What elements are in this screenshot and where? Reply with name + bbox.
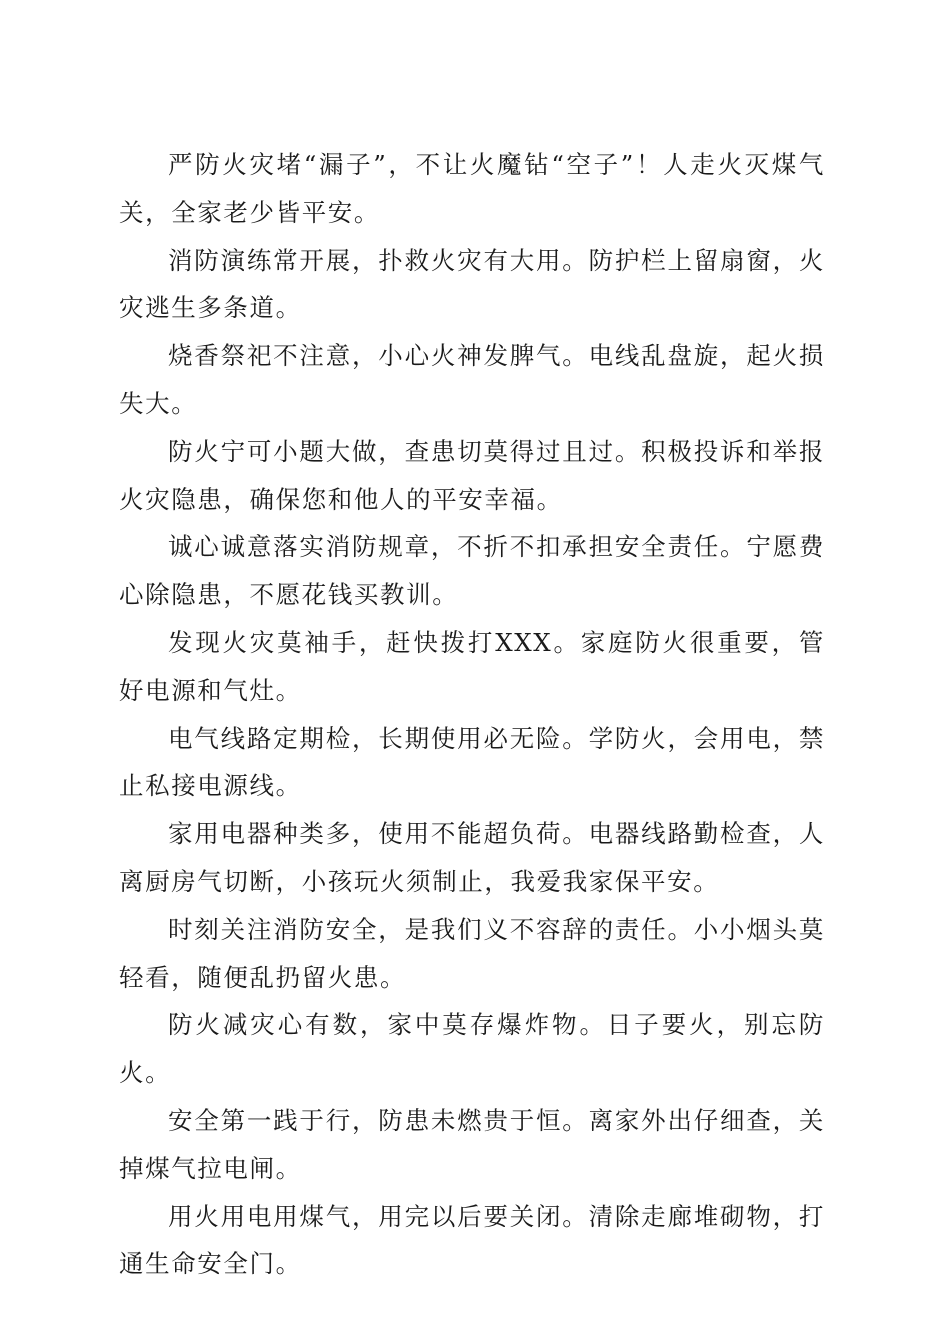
paragraph: 家用电器种类多，使用不能超负荷。电器线路勤检查，人离厨房气切断，小孩玩火须制止，我爱我家保平安。 bbox=[119, 819, 825, 896]
paragraph: 防火减灾心有数，家中莫存爆炸物。日子要火，别忘防火。 bbox=[119, 1010, 825, 1088]
paragraph: 时刻关注消防安全，是我们义不容辞的责任。小小烟头莫轻看，随便乱扔留火患。 bbox=[119, 914, 825, 992]
paragraph: 诚心诚意落实消防规章，不折不扣承担安全责任。宁愿费心除隐患，不愿花钱买教训。 bbox=[119, 532, 825, 610]
paragraph: 防火宁可小题大做，查患切莫得过且过。积极投诉和举报火灾隐患，确保您和他人的平安幸福。 bbox=[119, 436, 825, 514]
paragraph: 烧香祭祀不注意，小心火神发脾气。电线乱盘旋，起火损失大。 bbox=[119, 341, 825, 418]
document-body bbox=[119, 141, 825, 1288]
paragraph: 严防火灾堵“漏子”，不让火魔钻“空子”！人走火灭煤气关，全家老少皆平安。 bbox=[119, 150, 825, 227]
paragraph: 用火用电用煤气，用完以后要关闭。清除走廊堆砌物，打通生命安全门。 bbox=[119, 1201, 825, 1279]
paragraph: 消防演练常开展，扑救火灾有大用。防护栏上留扇窗，火灾逃生多条道。 bbox=[119, 245, 825, 323]
paragraph: 安全第一践于行，防患未燃贵于恒。离家外出仔细查，关掉煤气拉电闸。 bbox=[119, 1105, 825, 1183]
paragraph: 发现火灾莫袖手，赶快拨打XXX。家庭防火很重要，管好电源和气灶。 bbox=[119, 627, 825, 705]
paragraph: 电气线路定期检，长期使用必无险。学防火，会用电，禁止私接电源线。 bbox=[119, 723, 825, 801]
